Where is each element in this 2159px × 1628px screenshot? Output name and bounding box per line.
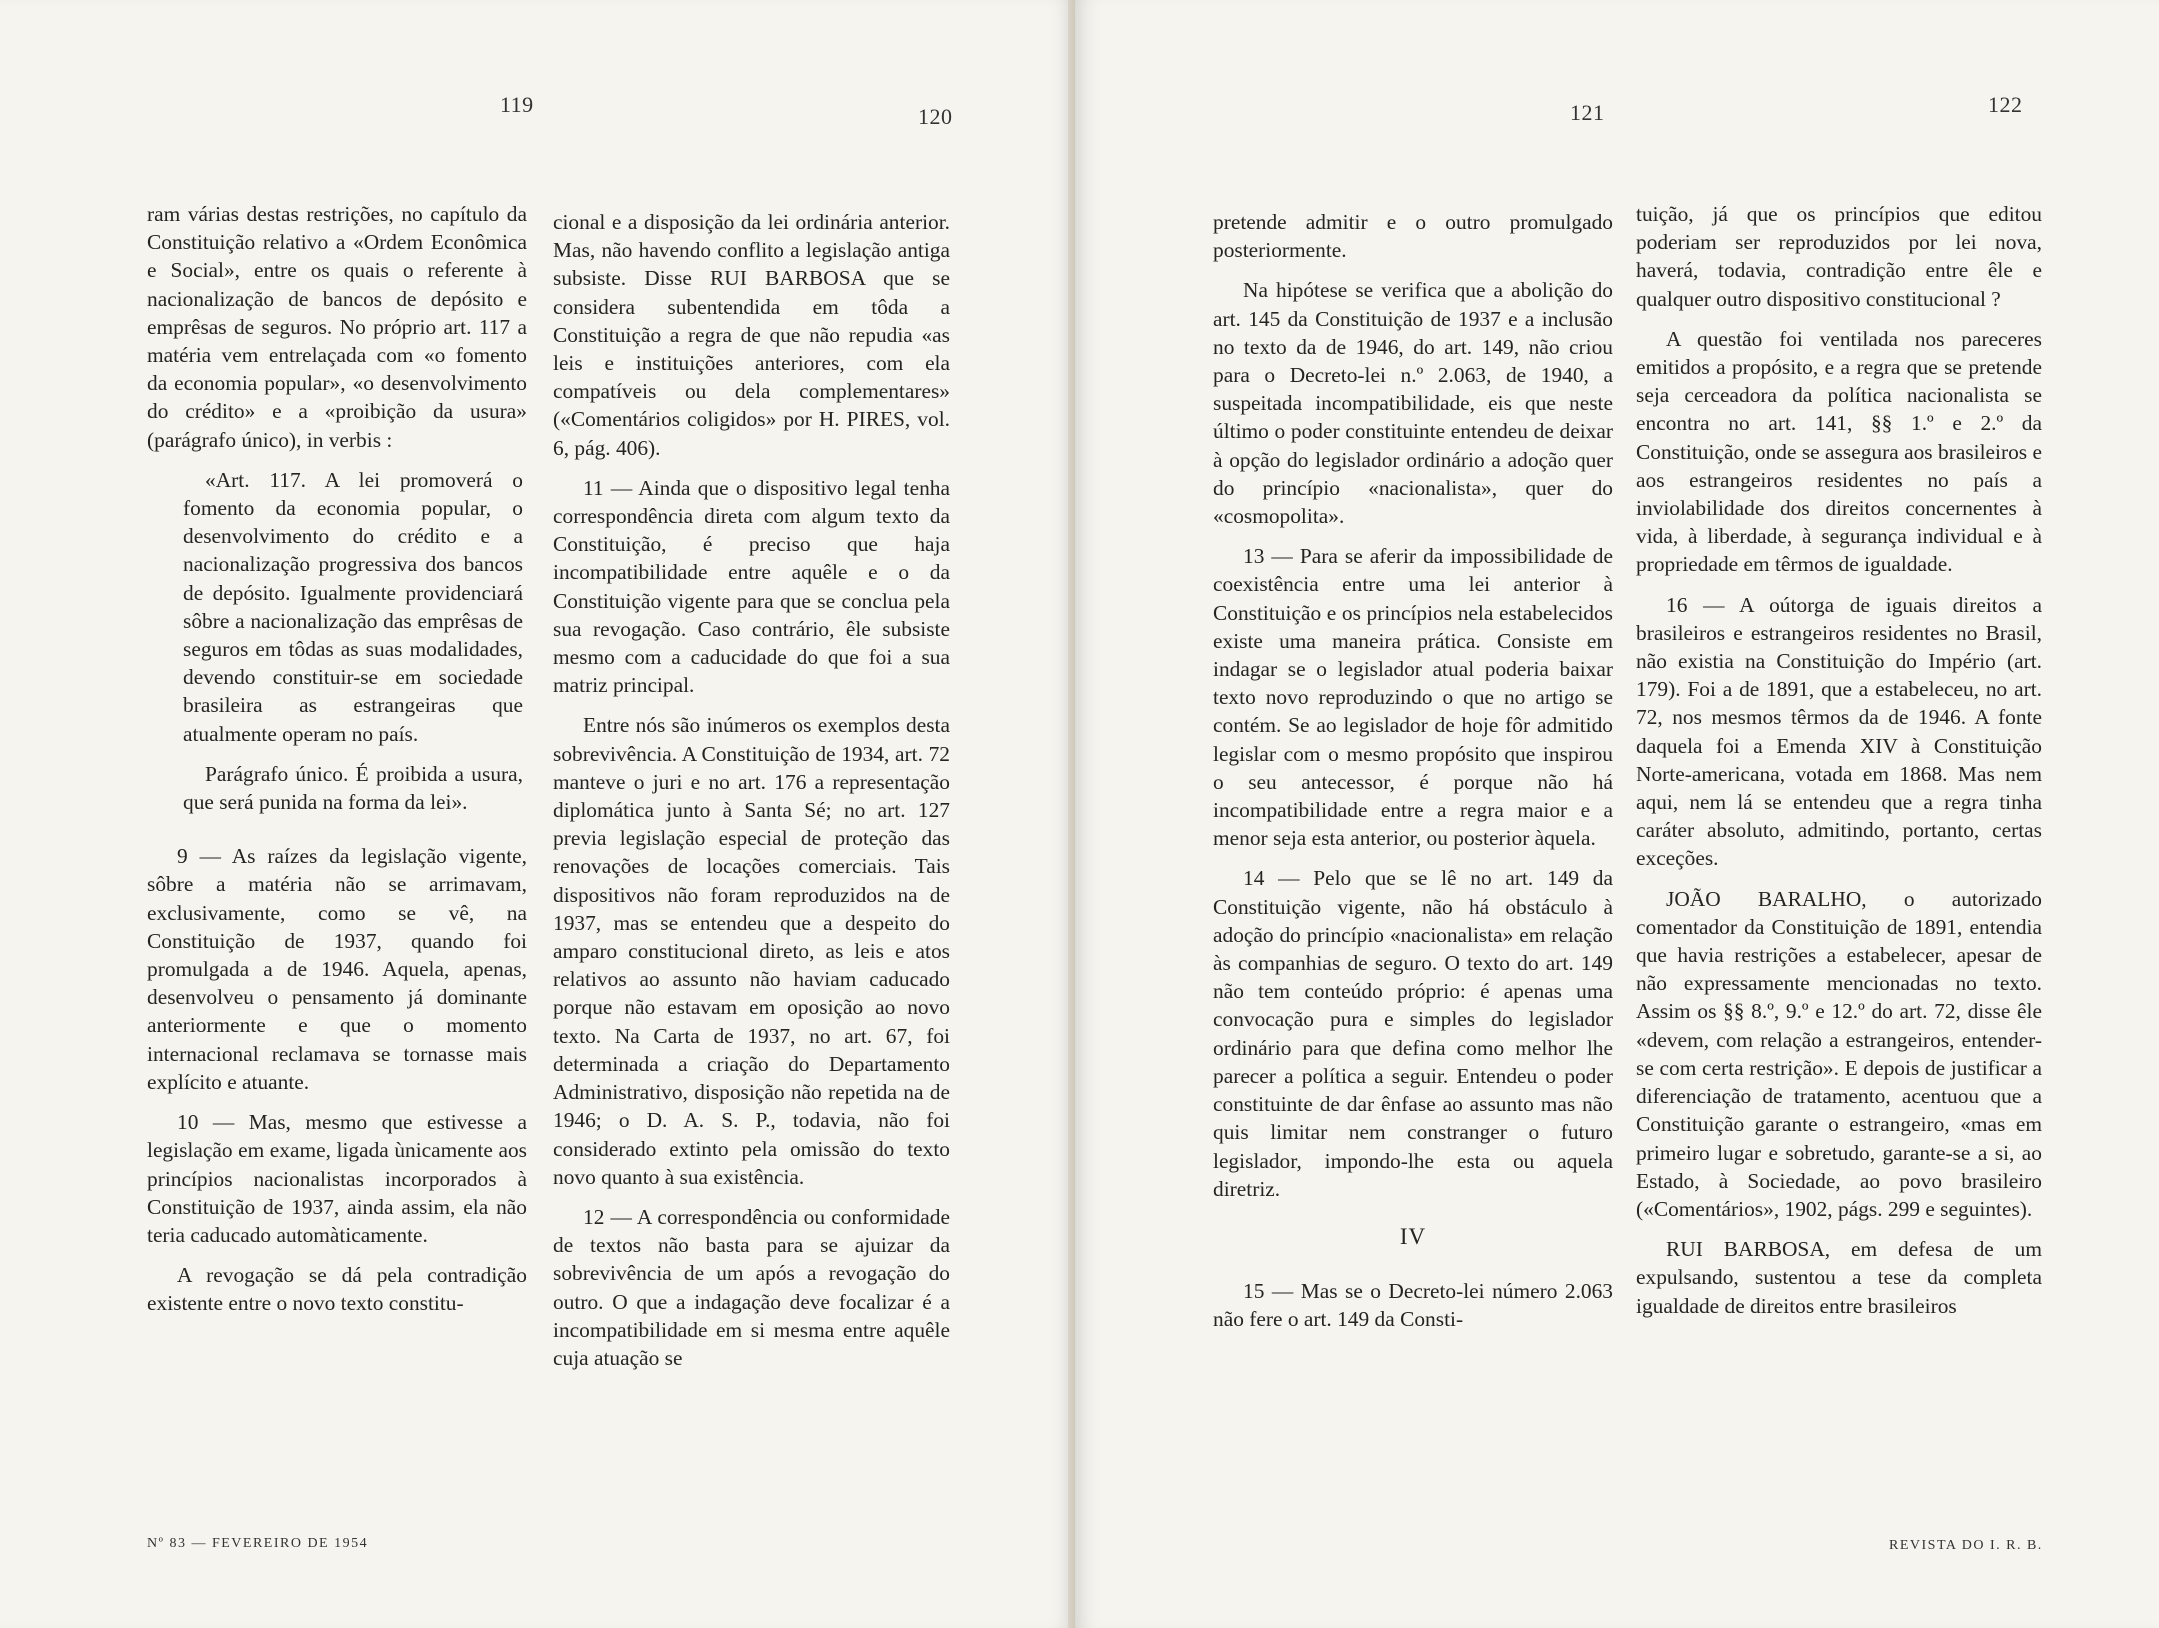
section-heading: IV [1399, 1223, 1427, 1249]
paragraph: tuição, já que os princípios que editou poderiam ser reproduzidos por lei nova, haverá, todavia, contradição entre êle e qualquer outro dispositivo constitucional ? [1636, 202, 2042, 311]
column-page-122 [1636, 200, 2042, 1332]
paragraph-10: 10 — Mas, mesmo que estivesse a legislação em exame, ligada ùnicamente aos princípios nacionalistas incorporados à Constituição de 1937, ainda assim, ela não teria caducado automàticamente. [147, 1110, 527, 1247]
paragraph-12: 12 — A correspondência ou conformidade de textos não basta para se ajuizar da sobrevivência de um após a revogação do outro. O que a indagação deve focalizar é a incompatibilidade em si mesma entre aquêle cuja atuação se [553, 1204, 950, 1370]
paragraph-15: 15 — Mas se o Decreto-lei número 2.063 não fere o art. 149 da Consti- [1213, 1279, 1613, 1332]
paragraph-11: 11 — Ainda que o dispositivo legal tenha correspondência direta com algum texto da Constituição, é preciso que haja incompatibilidade entre aquêle e o da Constituição vigente para que se conclua pela sua revogação. Caso contrário, êle subsiste mesmo com a caducidade do que foi a sua matriz principal. [553, 475, 950, 698]
paragraph: Na hipótese se verifica que a abolição do art. 145 da Constituição de 1937 e a inclusão no texto da de 1946, do art. 149, não criou para o Decreto-lei n.º 2.063, de 1940, a suspeitada incompatibilidade, eis que neste último o poder constituinte entendeu de deixar à opção do legislador ordinário a adoção quer do princípio «nacionalista», quer do «cosmopolita». [1213, 278, 1613, 529]
paragraph-14: 14 — Pelo que se lê no art. 149 da Constituição vigente, não há obstáculo à adoção do princípio «nacionalista» em relação às companhias de seguro. O texto do art. 149 não tem conteúdo próprio: é apenas uma convocação pura e simples do legislador ordinário para que defina como melhor lhe parecer a política a seguir. Entendeu o poder constituinte de dar ênfase ao assunto mas não quis limitar nem constranger o futuro legislador, impondo-lhe esta ou aquela diretriz. [1213, 866, 1613, 1201]
page-number-120: 120 [918, 104, 953, 129]
quoted-article: «Art. 117. A lei promoverá o fomento da economia popular, o desenvolvimento do crédito e a nacionalização progressiva dos bancos de depósito. Igualmente providenciará sôbre a nacionalização das emprêsas de seguros em tôdas as suas modalidades, devendo constituir-se em sociedade brasileira as estrangeiras que atualmente operam no país. [183, 467, 523, 746]
paragraph: A questão foi ventilada nos pareceres emitidos a propósito, e a regra que se pretende seja cerceadora da política nacionalista se encontra no art. 141, §§ 1.º e 2.º da Constituição, onde se assegura aos brasileiros e aos estrangeiros residentes no país a inviolabilidade dos direitos concernentes à vida, à liberdade, à segurança individual e à propriedade em têrmos de igualdade. [1636, 326, 2042, 577]
quoted-paragraph: Parágrafo único. É proibida a usura, que será punida na forma da lei». [183, 761, 523, 815]
paragraph: JOÃO BARALHO, o autorizado comentador da Constituição de 1891, entendia que havia restrições a estabelecer, apesar de não expressamente mencionadas no texto. Assim os §§ 8.º, 9.º e 12.º do art. 72, disse êle «devem, com relação a estrangeiros, entender-se com certa restrição». E depois de justificar a diferenciação de tratamento, acentuou que a Constituição garante o estrangeiro, «mas em primeiro lugar e sobretudo, garante-se a si, ao Estado, à Sociedade, ao povo brasileiro («Comentários», 1902, págs. 299 e seguintes). [1636, 886, 2042, 1221]
paragraph: Entre nós são inúmeros os exemplos desta sobrevivência. A Constituição de 1934, art. 72 manteve o juri e no art. 176 a representação diplomática junto à Santa Sé; no art. 127 previa legislação especial de proteção das renovações de locações comerciais. Tais dispositivos não foram reproduzidos na de 1937, mas se entendeu que a despeito do amparo constitucional direto, as leis e atos relativos ao assunto não haviam caducado porque não estavam em oposição ao novo texto. Na Carta de 1937, no art. 67, foi determinada a criação do Departamento Administrativo, disposição não repetida na de 1946; o D. A. S. P., todavia, não foi considerado extinto pela omissão do texto novo quanto à sua existência. [553, 713, 950, 1189]
footer-issue: Nº 83 — FEVEREIRO DE 1954 [147, 1536, 369, 1551]
paragraph: cional e a disposição da lei ordinária anterior. Mas, não havendo conflito a legislação antiga subsiste. Disse RUI BARBOSA que se considera subentendida em tôda a Constituição a regra de que não repudia «as leis e instituições anteriores, com ela compatíveis ou dela complementares» («Comentários coligidos» por H. PIRES, vol. 6, pág. 406). [553, 210, 950, 460]
page-number-119: 119 [500, 92, 534, 117]
paragraph: ram várias destas restrições, no capítulo da Constituição relativo a «Ordem Econômica e Social», entre os quais o referente à nacionalização de bancos de depósito e emprêsas de seguros. No próprio art. 117 a matéria vem entrelaçada com «o fomento da economia popular», «o desenvolvimento do crédito» e a «proibição da usura» (parágrafo único), in verbis : [147, 202, 527, 452]
paragraph: RUI BARBOSA, em defesa de um expulsando, sustentou a tese da completa igualdade de direitos entre brasileiros [1636, 1237, 2042, 1318]
column-page-119 [147, 200, 527, 1330]
paragraph-13: 13 — Para se aferir da impossibilidade de coexistência entre uma lei anterior à Constituição e os princípios nela estabelecidos existe uma maneira prática. Consiste em indagar se o legislador atual poderia baixar texto novo reproduzindo o que no artigo se contém. Se ao legislador de hoje fôr admitido legislar com o mesmo propósito que inspirou o seu antecessor, é porque não há incompatibilidade entre a regra maior e a menor seja esta anterior, ou posterior àquela. [1213, 544, 1613, 851]
footer-journal: REVISTA DO I. R. B. [1889, 1538, 2043, 1553]
left-page-spread [0, 0, 1075, 1628]
paragraph: pretende admitir e o outro promulgado posteriormente. [1213, 210, 1613, 263]
paragraph-9: 9 — As raízes da legislação vigente, sôbre a matéria não se arrimavam, exclusivamente, como se vê, na Constituição de 1937, quando foi promulgada a de 1946. Aquela, apenas, desenvolveu o pensamento já dominante anteriormente e que o momento internacional reclamava se tornasse mais explícito e atuante. [147, 844, 527, 1094]
page-number-121: 121 [1570, 100, 1605, 125]
column-page-120 [553, 208, 950, 1384]
right-page-spread [1075, 0, 2159, 1628]
paragraph: A revogação se dá pela contradição existente entre o novo texto constitu- [147, 1263, 527, 1316]
paragraph-16: 16 — A oútorga de iguais direitos a brasileiros e estrangeiros residentes no Brasil, não existia na Constituição do Império (art. 179). Foi a de 1891, que a estabeleceu, no art. 72, nos mesmos têrmos da de 1946. A fonte daquela foi a Emenda XIV à Constituição Norte-americana, votada em 1868. Mas nem aqui, nem lá se entendeu que a regra tinha caráter absoluto, admitindo, portanto, certas exceções. [1636, 592, 2042, 871]
column-page-121 [1213, 208, 1613, 1346]
page-number-122: 122 [1988, 92, 2023, 117]
